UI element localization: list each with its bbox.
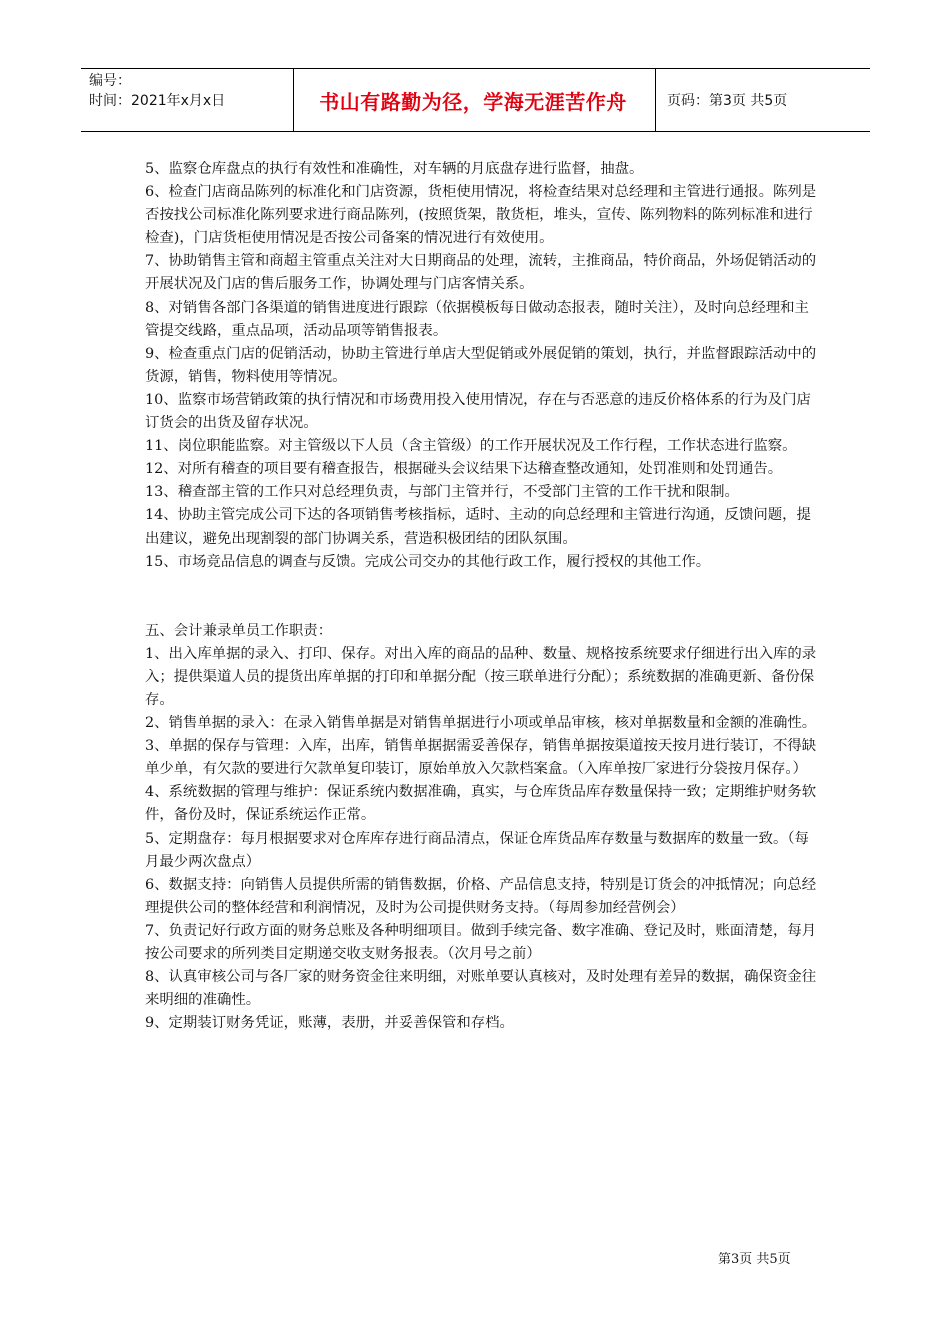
- list-item: 10、监察市场营销政策的执行情况和市场费用投入使用情况，存在与否恶意的违反价格体系的行为及门店订货会的出货及留存状况。: [145, 391, 811, 432]
- list-item: 5、监察仓库盘点的执行有效性和准确性，对车辆的月底盘存进行监督，抽盘。: [145, 161, 644, 177]
- list-item: 12、对所有稽查的项目要有稽查报告，根据碰头会议结果下达稽查整改通知，处罚准则和处罚通告。: [145, 461, 783, 478]
- list-item: 5、定期盘存：每月根据要求对仓库库存进行商品清点，保证仓库货品库存数量与数据库的数量一致。（每月最少两次盘点）: [145, 830, 809, 870]
- list-item: 7、负责记好行政方面的财务总账及各种明细项目。做到手续完备、数字准确、登记及时，账面清楚，每月按公司要求的所列类目定期递交收支财务报表。（次月号之前）: [145, 922, 817, 962]
- list-item: 4、系统数据的管理与维护：保证系统内数据准确，真实，与仓库货品库存数量保持一致；定期维护财务软件，备份及时，保证系统运作正常。: [145, 784, 817, 824]
- header-divider: [293, 69, 294, 131]
- date-label: 时间：2021年x月x日: [89, 93, 226, 109]
- section-spacer: [145, 574, 820, 620]
- list-item: 9、检查重点门店的促销活动，协助主管进行单店大型促销或外展促销的策划，执行，并监督跟踪活动中的货源，销售，物料使用等情况。: [145, 345, 817, 385]
- header-page-number: 页码：第3页 共5页: [667, 93, 788, 109]
- section-5-title: 五、会计兼录单员工作职责：: [145, 622, 333, 639]
- list-item: 6、检查门店商品陈列的标准化和门店资源，货柜使用情况，将检查结果对总经理和主管进行通报。陈列是否按找公司标准化陈列要求进行商品陈列，(按照货架，散货柜，堆头，宣传、陈列物料的陈列标准和进行检查)，门店货柜使用情况是否按公司备案的情况进行有效使用。: [145, 184, 817, 247]
- header-meta: [89, 71, 289, 111]
- list-item: 8、认真审核公司与各厂家的财务资金往来明细，对账单要认真核对，及时处理有差异的数据，确保资金往来明细的准确性。: [145, 969, 817, 1009]
- list-item: 6、数据支持：向销售人员提供所需的销售数据，价格、产品信息支持，特别是订货会的冲抵情况；向总经理提供公司的整体经营和利润情况，及时为公司提供财务支持。（每周参加经营例会）: [145, 876, 817, 916]
- list-item: 8、对销售各部门各渠道的销售进度进行跟踪（依据模板每日做动态报表，随时关注），及时向总经理和主管提交线路，重点品项，活动品项等销售报表。: [145, 299, 809, 339]
- list-item: 3、单据的保存与管理：入库，出库，销售单据据需妥善保存，销售单据按渠道按天按月进行装订，不得缺单少单，有欠款的要进行欠款单复印装订，原始单放入欠款档案盒。（入库单按厂家进行分袋按月保存。）: [145, 738, 817, 778]
- list-item: 9、定期装订财务凭证，账薄，表册，并妥善保管和存档。: [145, 1015, 514, 1032]
- footer-page-number: 第3页 共5页: [718, 1252, 791, 1267]
- list-item: 15、市场竞品信息的调查与反馈。完成公司交办的其他行政工作，履行授权的其他工作。: [145, 553, 711, 570]
- header-motto: 书山有路勤为径，学海无涯苦作舟: [319, 90, 627, 114]
- section-5: [145, 620, 820, 1036]
- list-item: 7、协助销售主管和商超主管重点关注对大日期商品的处理，流转，主推商品，特价商品，外场促销活动的开展状况及门店的售后服务工作，协调处理与门店客情关系。: [145, 253, 817, 293]
- document-body: [145, 158, 820, 1035]
- list-item: 13、稽查部主管的工作只对总经理负责，与部门主管并行，不受部门主管的工作干扰和限制。: [145, 484, 739, 501]
- list-item: 2、销售单据的录入：在录入销售单据是对销售单据进行小项或单品审核，核对单据数量和金额的准确性。: [145, 715, 817, 732]
- list-item: 1、出入库单据的录入、打印、保存。对出入库的商品的品种、数量、规格按系统要求仔细进行出入库的录入；提供渠道人员的提货出库单据的打印和单据分配（按三联单进行分配）；系统数据的准确更新、备份保存。: [145, 645, 817, 708]
- page-header: [81, 68, 870, 132]
- doc-number-label: 编号：: [89, 73, 131, 89]
- list-item: 14、协助主管完成公司下达的各项销售考核指标，适时、主动的向总经理和主管进行沟通，反馈问题，提出建议，避免出现割裂的部门协调关系，营造积极团结的团队氛围。: [145, 507, 811, 547]
- list-item: 11、岗位职能监察。对主管级以下人员（含主管级）的工作开展状况及工作行程，工作状态进行监察。: [145, 438, 797, 455]
- header-divider: [655, 69, 656, 131]
- section-4-list: [145, 158, 820, 574]
